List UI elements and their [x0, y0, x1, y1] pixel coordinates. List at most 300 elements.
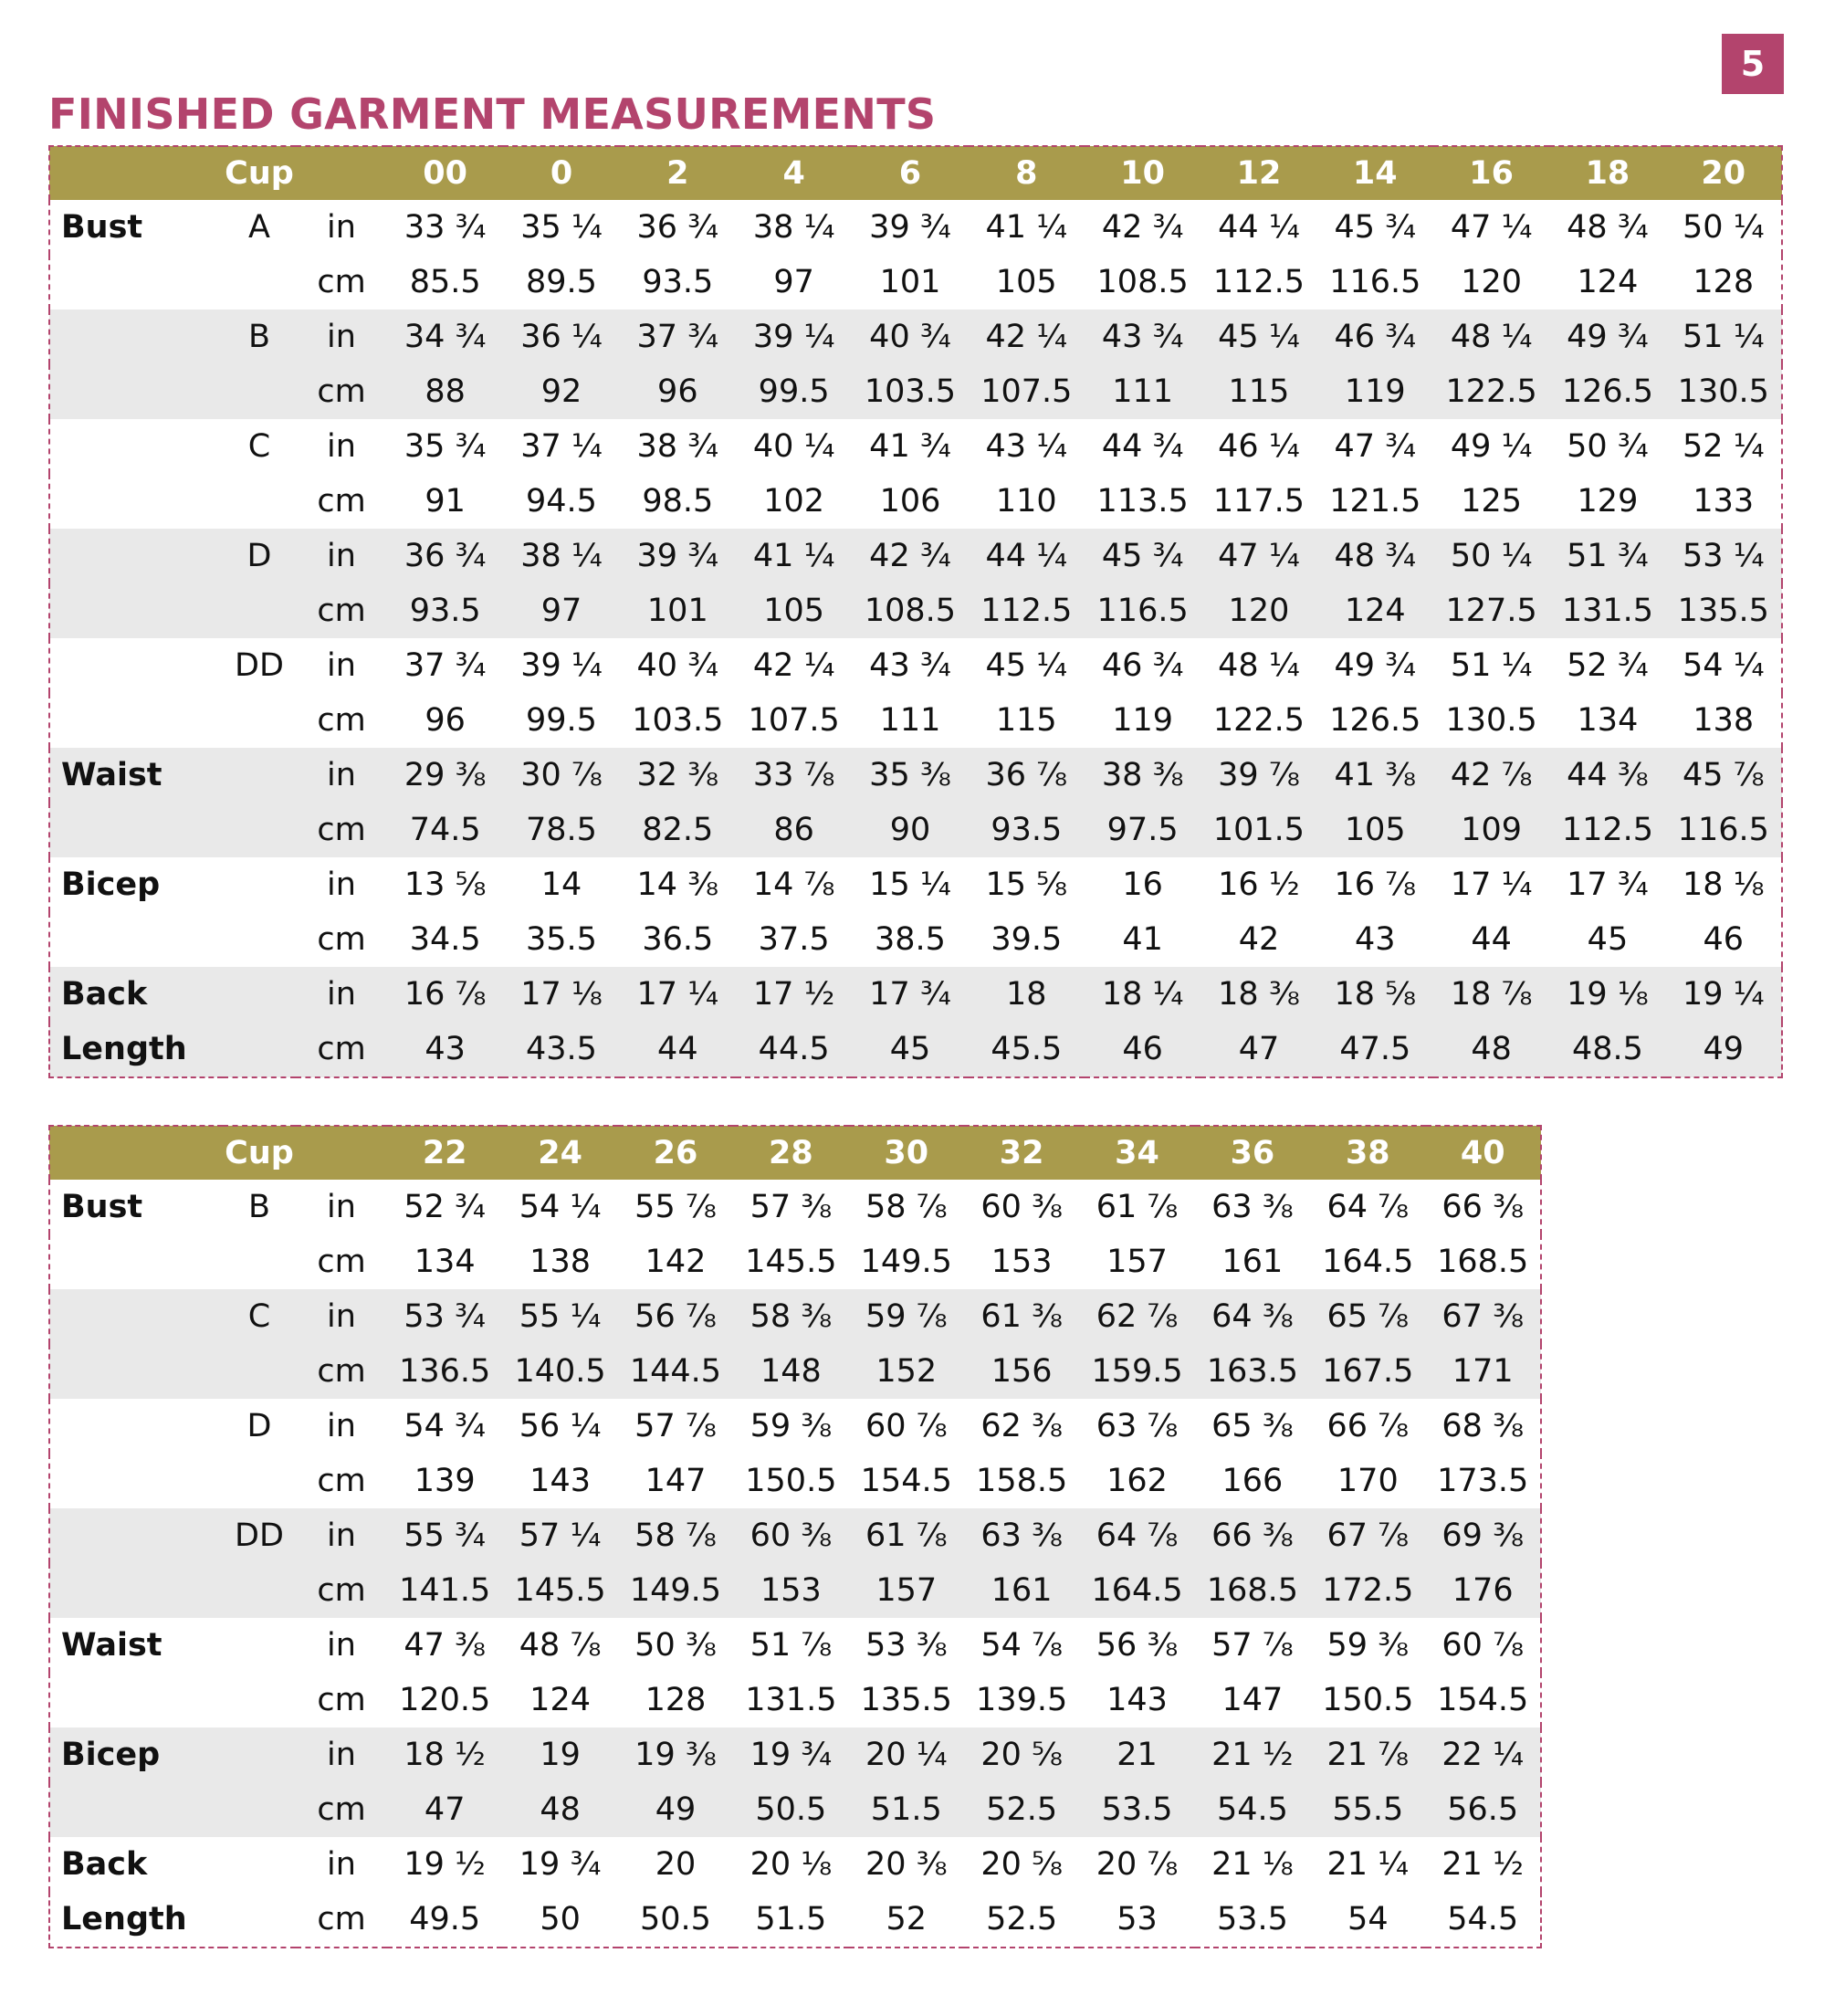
- measurement-value: 39 ¾: [869, 209, 951, 246]
- measurement-value: 48: [502, 1782, 617, 1837]
- measurement-value: 16 ⅞: [387, 967, 503, 1022]
- cup-header: Cup: [223, 146, 296, 200]
- measurement-value: 20 ⅝: [980, 1846, 1063, 1883]
- measurement-value: 111: [879, 702, 941, 739]
- measurement-value: 150.5: [745, 1463, 837, 1499]
- measurement-value: 101: [620, 583, 736, 638]
- measurement-value: 21 ¼: [1326, 1846, 1410, 1883]
- measurement-value: 126.5: [1329, 702, 1421, 739]
- unit-label: in: [296, 1289, 387, 1344]
- measurement-value: 50.5: [733, 1782, 848, 1837]
- measurement-value: 139.5: [976, 1682, 1068, 1718]
- measurement-label: [49, 310, 223, 364]
- measurement-label: [49, 1673, 223, 1727]
- measurement-value: 59 ⅞: [849, 1289, 964, 1344]
- measurement-value: 149.5: [860, 1244, 952, 1280]
- measurement-value: 19 ⅛: [1549, 967, 1665, 1022]
- measurement-value: 107.5: [748, 702, 840, 739]
- table-row: [49, 1837, 1541, 1892]
- table-row: [49, 1618, 1541, 1673]
- measurement-value: 50 ⅜: [634, 1627, 717, 1664]
- measurement-label: [49, 1454, 223, 1508]
- measurement-value: 41 ¾: [869, 428, 951, 465]
- measurement-value: 168.5: [1437, 1244, 1529, 1280]
- measurement-value: 47: [387, 1782, 502, 1837]
- size-header: 2: [620, 146, 736, 200]
- measurement-value: 34.5: [409, 921, 481, 958]
- unit-label: in: [296, 1727, 387, 1782]
- measurement-value: 21: [1079, 1727, 1194, 1782]
- measurement-value: 105: [1317, 803, 1433, 857]
- measurement-value: 117.5: [1212, 483, 1305, 520]
- unit-label: cm: [296, 1344, 387, 1399]
- measurement-value: 48.5: [1549, 1022, 1665, 1077]
- measurement-value: 33 ⅞: [736, 748, 852, 803]
- measurement-value: 51.5: [755, 1901, 827, 1937]
- measurement-value: 126.5: [1549, 364, 1665, 419]
- measurement-value: 51 ⅞: [750, 1627, 833, 1664]
- measurement-value: 39 ¼: [520, 647, 603, 684]
- cup-size: C: [223, 1289, 296, 1344]
- measurement-value: 103.5: [632, 702, 724, 739]
- measurement-value: 43 ¾: [1085, 310, 1200, 364]
- measurement-value: 154.5: [1437, 1682, 1529, 1718]
- measurement-value: 167.5: [1310, 1344, 1425, 1399]
- measurement-value: 52 ¼: [1682, 428, 1765, 465]
- measurement-value: 119: [1112, 702, 1174, 739]
- measurement-value: 59 ⅜: [750, 1408, 833, 1444]
- measurement-value: 46 ¾: [1101, 647, 1184, 684]
- measurement-value: 53: [1116, 1901, 1158, 1937]
- measurement-label: [49, 912, 223, 967]
- measurement-value: 54.5: [1195, 1782, 1310, 1837]
- table-row: [49, 1563, 1541, 1618]
- measurement-value: 60 ⅞: [865, 1408, 948, 1444]
- measurement-value: 15 ¼: [869, 866, 951, 903]
- measurement-value: 134: [414, 1244, 476, 1280]
- table-row: [49, 1022, 1782, 1077]
- measurement-value: 21 ⅛: [1211, 1846, 1294, 1883]
- table-row: [49, 1234, 1541, 1289]
- measurement-value: 54 ⅞: [980, 1627, 1063, 1664]
- size-header: 16: [1433, 146, 1549, 200]
- measurement-value: 130.5: [1445, 702, 1537, 739]
- measurement-value: 50 ¾: [1567, 428, 1649, 465]
- measurement-value: 18 ⅞: [1433, 967, 1549, 1022]
- measurement-value: 22 ¼: [1426, 1727, 1541, 1782]
- measurement-value: 44 ¼: [969, 529, 1085, 583]
- measurement-label: Length: [61, 1901, 187, 1937]
- unit-label: in: [327, 1846, 356, 1883]
- measurement-value: 53.5: [1216, 1901, 1288, 1937]
- table-row: [49, 967, 1782, 1022]
- measurement-label: [49, 1399, 223, 1454]
- measurement-label: [49, 474, 223, 529]
- measurement-value: 82.5: [620, 803, 736, 857]
- size-header: 12: [1200, 146, 1316, 200]
- measurement-value: 17 ¾: [852, 967, 968, 1022]
- measurement-label: Bicep: [61, 866, 161, 903]
- measurement-value: 37 ¾: [620, 310, 736, 364]
- measurement-value: 116.5: [1085, 583, 1200, 638]
- measurement-value: 63 ⅜: [1211, 1189, 1294, 1225]
- measurement-value: 19 ¼: [1666, 967, 1782, 1022]
- measurement-value: 62 ⅞: [1079, 1289, 1194, 1344]
- measurement-value: 45: [852, 1022, 968, 1077]
- measurement-value: 38 ¾: [636, 428, 719, 465]
- table-row: [49, 693, 1782, 748]
- measurement-label: [49, 803, 223, 857]
- measurement-value: 116.5: [1329, 264, 1421, 300]
- measurement-value: 35 ¼: [520, 209, 603, 246]
- measurement-value: 39 ¼: [736, 310, 852, 364]
- size-header: 8: [969, 146, 1085, 200]
- measurement-label: Bust: [61, 1189, 143, 1225]
- table-row: [49, 1399, 1541, 1454]
- cup-size: D: [246, 1408, 272, 1444]
- measurement-value: 124: [1577, 264, 1639, 300]
- measurement-value: 158.5: [976, 1463, 1068, 1499]
- measurement-value: 113.5: [1096, 483, 1189, 520]
- measurement-value: 120.5: [399, 1682, 491, 1718]
- measurement-value: 42 ¾: [1101, 209, 1184, 246]
- table-row: [49, 803, 1782, 857]
- measurement-value: 38 ¼: [503, 529, 619, 583]
- measurement-value: 37.5: [758, 921, 830, 958]
- measurement-value: 128: [1693, 264, 1755, 300]
- measurement-value: 47 ⅜: [404, 1627, 486, 1664]
- measurements-table-sizes-22-40: [48, 1125, 1542, 1948]
- unit-label: cm: [296, 1022, 387, 1077]
- measurement-value: 122.5: [1433, 364, 1549, 419]
- measurement-value: 56 ¼: [519, 1408, 602, 1444]
- measurement-value: 145.5: [502, 1563, 617, 1618]
- measurement-value: 108.5: [1096, 264, 1189, 300]
- measurement-value: 66 ⅞: [1326, 1408, 1410, 1444]
- measurement-value: 32 ⅜: [620, 748, 736, 803]
- measurement-label: Back: [61, 1846, 148, 1883]
- header-row: [49, 1126, 1541, 1180]
- measurement-value: 38 ⅜: [1085, 748, 1200, 803]
- measurement-value: 20 ¼: [849, 1727, 964, 1782]
- measurement-value: 43: [1355, 921, 1396, 958]
- measurement-value: 58 ⅜: [733, 1289, 848, 1344]
- unit-label: cm: [296, 583, 387, 638]
- table-row: [49, 474, 1782, 529]
- measurement-value: 78.5: [503, 803, 619, 857]
- measurement-value: 99.5: [736, 364, 852, 419]
- measurement-label: [49, 419, 223, 474]
- measurement-value: 101.5: [1200, 803, 1316, 857]
- unit-header-blank: [296, 1126, 387, 1180]
- measurement-value: 18: [969, 967, 1085, 1022]
- measurement-value: 48 ¼: [1218, 647, 1300, 684]
- measurement-value: 52.5: [964, 1782, 1079, 1837]
- size-header: 6: [852, 146, 968, 200]
- size-header: 40: [1426, 1126, 1541, 1180]
- measurement-label: [49, 1289, 223, 1344]
- measurement-value: 153: [733, 1563, 848, 1618]
- measurement-value: 55 ¼: [502, 1289, 617, 1344]
- table-row: [49, 1892, 1541, 1948]
- measurement-value: 19 ¾: [733, 1727, 848, 1782]
- measurement-value: 21 ½: [1195, 1727, 1310, 1782]
- measurement-value: 96: [425, 702, 466, 739]
- measurement-label: Waist: [49, 748, 223, 803]
- measurement-value: 49.5: [409, 1901, 481, 1937]
- measurement-value: 57 ⅜: [750, 1189, 833, 1225]
- measurement-value: 149.5: [618, 1563, 733, 1618]
- measurement-value: 57 ¼: [502, 1508, 617, 1563]
- unit-label: cm: [317, 1901, 366, 1937]
- measurement-value: 85.5: [409, 264, 481, 300]
- measurement-value: 58 ⅞: [618, 1508, 733, 1563]
- measurement-value: 68 ⅜: [1441, 1408, 1524, 1444]
- measurement-value: 64 ⅜: [1195, 1289, 1310, 1344]
- measurement-value: 39 ⅞: [1200, 748, 1316, 803]
- size-header: 10: [1085, 146, 1200, 200]
- cup-size: [223, 967, 296, 1022]
- measurement-value: 57 ⅞: [634, 1408, 717, 1444]
- measurement-value: 44: [1471, 921, 1512, 958]
- measurement-value: 52: [886, 1901, 928, 1937]
- measurement-label: [49, 255, 223, 310]
- measurement-value: 45 ¼: [1200, 310, 1316, 364]
- measurement-value: 60 ⅜: [733, 1508, 848, 1563]
- measurement-label: [49, 583, 223, 638]
- measurement-value: 170: [1337, 1463, 1399, 1499]
- measurement-value: 55 ¾: [387, 1508, 502, 1563]
- measurement-value: 93.5: [969, 803, 1085, 857]
- page-title: FINISHED GARMENT MEASUREMENTS: [48, 89, 937, 139]
- table-row: [49, 529, 1782, 583]
- measurement-value: 136.5: [387, 1344, 502, 1399]
- measurement-value: 48 ¾: [1567, 209, 1649, 246]
- unit-label: in: [296, 1508, 387, 1563]
- measurement-label: [49, 1508, 223, 1563]
- measurement-value: 162: [1106, 1463, 1168, 1499]
- measurement-value: 56 ⅜: [1095, 1627, 1179, 1664]
- measurement-label: [49, 1563, 223, 1618]
- measurement-value: 20 ⅝: [964, 1727, 1079, 1782]
- measurement-value: 152: [849, 1344, 964, 1399]
- cup-size: [223, 1234, 296, 1289]
- measurement-value: 17 ½: [736, 967, 852, 1022]
- measurement-value: 143: [1106, 1682, 1168, 1718]
- measurement-value: 35 ¾: [404, 428, 487, 465]
- measurement-value: 17 ¼: [620, 967, 736, 1022]
- table-row: [49, 200, 1782, 255]
- measurement-value: 90: [852, 803, 968, 857]
- measurement-value: 154.5: [860, 1463, 952, 1499]
- table-row: [49, 583, 1782, 638]
- measurement-value: 147: [1221, 1682, 1284, 1718]
- measurement-value: 49 ¾: [1549, 310, 1665, 364]
- measurement-value: 98.5: [642, 483, 714, 520]
- measurement-value: 51 ¼: [1450, 647, 1533, 684]
- measurement-value: 40 ¾: [636, 647, 719, 684]
- size-header: 14: [1317, 146, 1433, 200]
- measurement-value: 108.5: [852, 583, 968, 638]
- measurement-value: 45 ¾: [1334, 209, 1417, 246]
- size-header: 38: [1310, 1126, 1425, 1180]
- measurement-value: 109: [1433, 803, 1549, 857]
- measurement-label: [49, 364, 223, 419]
- measurement-value: 53 ¼: [1666, 529, 1782, 583]
- measurement-value: 51 ¾: [1549, 529, 1665, 583]
- unit-label: in: [327, 866, 356, 903]
- table-row: [49, 912, 1782, 967]
- measurement-value: 17 ⅛: [503, 967, 619, 1022]
- cup-size: [223, 1673, 296, 1727]
- cup-size: [223, 1344, 296, 1399]
- table-row: [49, 419, 1782, 474]
- measurement-value: 135.5: [1666, 583, 1782, 638]
- measurement-value: 161: [964, 1563, 1079, 1618]
- unit-label: cm: [296, 1563, 387, 1618]
- measurement-value: 62 ⅜: [980, 1408, 1063, 1444]
- measurement-value: 44.5: [736, 1022, 852, 1077]
- measurement-value: 148: [733, 1344, 848, 1399]
- measurement-value: 144.5: [618, 1344, 733, 1399]
- measurement-value: 53.5: [1079, 1782, 1194, 1837]
- measurement-value: 46: [1085, 1022, 1200, 1077]
- measurement-label: [49, 693, 223, 748]
- measurement-value: 102: [763, 483, 825, 520]
- table-row: [49, 638, 1782, 693]
- measurement-value: 20: [655, 1846, 697, 1883]
- measurement-value: 93.5: [387, 583, 503, 638]
- cup-size: [223, 474, 296, 529]
- measurement-value: 145.5: [745, 1244, 837, 1280]
- measurement-value: 20 ⅞: [1095, 1846, 1179, 1883]
- header-blank: [49, 146, 223, 200]
- measurement-value: 97: [773, 264, 814, 300]
- measurement-value: 120: [1461, 264, 1523, 300]
- table-row: [49, 1289, 1541, 1344]
- measurement-value: 36 ¼: [503, 310, 619, 364]
- measurement-value: 37 ¼: [520, 428, 603, 465]
- measurement-value: 36 ¾: [387, 529, 503, 583]
- measurement-value: 120: [1200, 583, 1316, 638]
- measurement-value: 42 ¾: [852, 529, 968, 583]
- measurement-value: 86: [736, 803, 852, 857]
- cup-size: [223, 1727, 296, 1782]
- table-row: [49, 1180, 1541, 1234]
- measurement-value: 14 ⅞: [752, 866, 835, 903]
- measurement-value: 157: [849, 1563, 964, 1618]
- measurement-value: 38 ¼: [752, 209, 835, 246]
- measurement-value: 163.5: [1195, 1344, 1310, 1399]
- measurement-value: 36 ⅞: [969, 748, 1085, 803]
- measurement-value: 94.5: [526, 483, 597, 520]
- measurement-value: 51 ¼: [1666, 310, 1782, 364]
- size-header: 4: [736, 146, 852, 200]
- unit-label: cm: [317, 702, 366, 739]
- measurement-value: 42: [1238, 921, 1280, 958]
- measurement-value: 125: [1461, 483, 1523, 520]
- measurement-value: 48 ⅞: [519, 1627, 602, 1664]
- cup-size: [223, 912, 296, 967]
- measurement-value: 133: [1693, 483, 1755, 520]
- table-row: [49, 1673, 1541, 1727]
- cup-size: [223, 364, 296, 419]
- measurement-value: 173.5: [1437, 1463, 1529, 1499]
- measurement-value: 47 ¼: [1200, 529, 1316, 583]
- measurement-value: 39.5: [991, 921, 1063, 958]
- measurement-value: 19 ⅜: [618, 1727, 733, 1782]
- measurement-value: 44 ⅜: [1549, 748, 1665, 803]
- size-header: 0: [503, 146, 619, 200]
- measurement-value: 21 ⅞: [1310, 1727, 1425, 1782]
- measurement-value: 43.5: [503, 1022, 619, 1077]
- header-blank: [49, 1126, 223, 1180]
- measurement-value: 29 ⅜: [387, 748, 503, 803]
- measurement-value: 15 ⅝: [985, 866, 1068, 903]
- measurement-value: 21 ½: [1441, 1846, 1524, 1883]
- measurement-value: 54: [1347, 1901, 1389, 1937]
- measurement-value: 30 ⅞: [503, 748, 619, 803]
- measurement-value: 49 ¾: [1334, 647, 1417, 684]
- measurement-value: 41 ⅜: [1317, 748, 1433, 803]
- measurement-value: 156: [964, 1344, 1079, 1399]
- measurement-value: 131.5: [745, 1682, 837, 1718]
- measurement-value: 35 ⅜: [852, 748, 968, 803]
- cup-size: [223, 803, 296, 857]
- measurement-value: 74.5: [387, 803, 503, 857]
- measurement-value: 41: [1122, 921, 1163, 958]
- measurement-value: 18 ½: [387, 1727, 502, 1782]
- measurement-value: 61 ⅞: [849, 1508, 964, 1563]
- measurement-value: 88: [387, 364, 503, 419]
- measurement-value: 67 ⅜: [1426, 1289, 1541, 1344]
- measurement-value: 161: [1221, 1244, 1284, 1280]
- cup-size: [223, 1892, 296, 1948]
- measurement-value: 16: [1122, 866, 1163, 903]
- size-header: 00: [387, 146, 503, 200]
- measurement-value: 17 ¾: [1567, 866, 1649, 903]
- measurement-value: 103.5: [852, 364, 968, 419]
- cup-size: [223, 1782, 296, 1837]
- measurement-value: 36.5: [642, 921, 714, 958]
- measurement-value: 44 ¾: [1101, 428, 1184, 465]
- measurement-value: 138: [1693, 702, 1755, 739]
- measurement-value: 20 ⅜: [865, 1846, 948, 1883]
- measurement-value: 64 ⅞: [1079, 1508, 1194, 1563]
- table-row: [49, 748, 1782, 803]
- cup-size: [223, 1618, 296, 1673]
- measurement-value: 97.5: [1085, 803, 1200, 857]
- cup-size: B: [223, 310, 296, 364]
- measurement-value: 47.5: [1317, 1022, 1433, 1077]
- measurement-value: 20 ⅛: [750, 1846, 833, 1883]
- cup-size: [223, 857, 296, 912]
- measurement-value: 49 ¼: [1450, 428, 1533, 465]
- measurement-value: 66 ⅜: [1195, 1508, 1310, 1563]
- unit-label: in: [296, 310, 387, 364]
- measurement-value: 34 ¾: [387, 310, 503, 364]
- measurement-value: 60 ⅜: [980, 1189, 1063, 1225]
- measurement-label: [49, 638, 223, 693]
- measurement-value: 128: [645, 1682, 707, 1718]
- measurement-value: 53 ¾: [387, 1289, 502, 1344]
- measurement-value: 42 ⅞: [1433, 748, 1549, 803]
- measurement-value: 119: [1317, 364, 1433, 419]
- measurement-value: 112.5: [969, 583, 1085, 638]
- measurement-value: 40 ¼: [752, 428, 835, 465]
- measurement-value: 127.5: [1433, 583, 1549, 638]
- unit-label: in: [296, 967, 387, 1022]
